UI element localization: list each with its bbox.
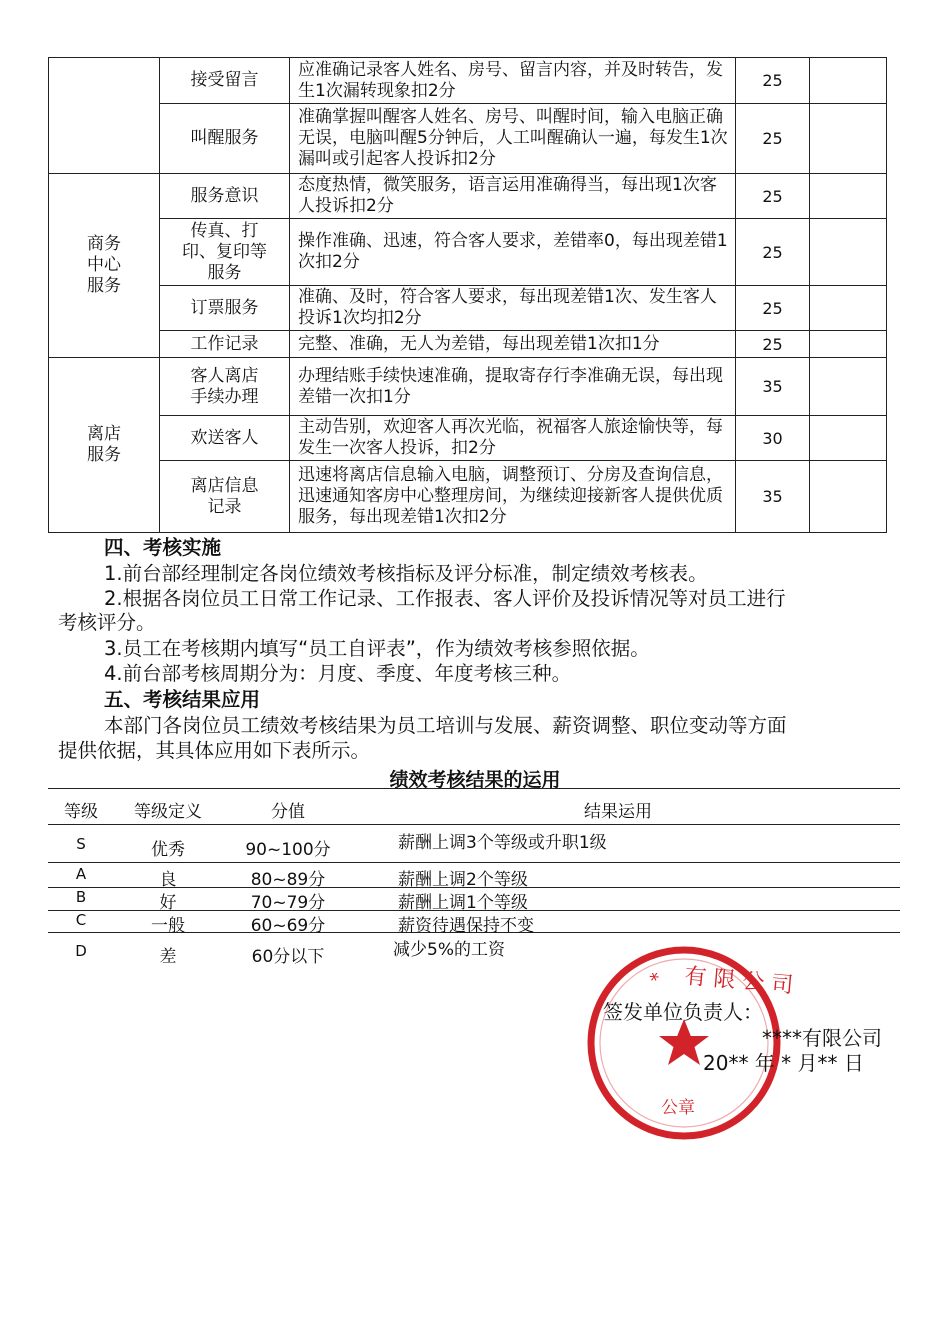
score-cell: 25 xyxy=(736,219,810,286)
item-cell: 服务意识 xyxy=(160,174,290,219)
score-cell: 25 xyxy=(736,174,810,219)
section-4-title: 四、考核实施 xyxy=(104,536,222,559)
item-cell: 接受留言 xyxy=(160,58,290,104)
score-cell: 60~69分 xyxy=(250,916,326,936)
table-row xyxy=(49,461,887,533)
paragraph: 1.前台部经理制定各岗位绩效考核指标及评分标准，制定绩效考核表。 xyxy=(104,562,708,585)
blank-cell xyxy=(810,58,887,104)
table-row xyxy=(49,358,887,416)
usage-cell: 薪酬上调3个等级或升职1级 xyxy=(398,833,607,853)
blank-cell xyxy=(810,174,887,219)
score-cell: 30 xyxy=(736,416,810,461)
standard-cell: 办理结账手续快速准确，提取寄存行李准确无误，每出现差错一次扣1分 xyxy=(290,358,736,416)
seal-char: * xyxy=(647,968,665,992)
table-row xyxy=(49,416,887,461)
group-cell: 离店 服务 xyxy=(49,358,160,533)
signer-label: 签发单位负责人： xyxy=(603,1000,763,1024)
table-row xyxy=(49,174,887,219)
score-cell: 25 xyxy=(736,58,810,104)
grade-cell: B xyxy=(75,888,87,906)
standard-cell: 准确掌握叫醒客人姓名、房号、叫醒时间，输入电脑正确无误，电脑叫醒5分钟后，人工叫醒确认一遍，每发生1次漏叫或引起客人投诉扣2分 xyxy=(290,104,736,174)
usage-cell: 薪酬上调2个等级 xyxy=(398,870,528,890)
grade-cell: C xyxy=(75,911,87,929)
item-cell: 客人离店 手续办理 xyxy=(160,358,290,416)
group-cell: 商务 中心 服务 xyxy=(49,174,160,358)
score-cell: 70~79分 xyxy=(250,893,326,913)
header-grade: 等级 xyxy=(64,802,98,822)
score-cell: 25 xyxy=(736,331,810,358)
performance-standards-table xyxy=(48,57,887,533)
score-cell: 90~100分 xyxy=(245,840,331,860)
definition-cell: 一般 xyxy=(151,916,185,936)
definition-cell: 好 xyxy=(159,893,177,913)
table-row xyxy=(49,58,887,104)
table-row xyxy=(49,331,887,358)
usage-cell: 减少5%的工资 xyxy=(393,940,505,960)
grade-cell: A xyxy=(75,865,87,883)
usage-cell: 薪资待遇保持不变 xyxy=(398,916,534,936)
blank-cell xyxy=(810,286,887,331)
table-row xyxy=(49,219,887,286)
paragraph: 4.前台部考核周期分为：月度、季度、年度考核三种。 xyxy=(104,662,572,685)
grade-cell: S xyxy=(76,835,86,853)
paragraph: 考核评分。 xyxy=(58,611,156,634)
seal-top-text: 有 限 公 司 xyxy=(683,964,795,999)
standard-cell: 应准确记录客人姓名、房号、留言内容，并及时转告，发生1次漏转现象扣2分 xyxy=(290,58,736,104)
blank-cell xyxy=(810,219,887,286)
paragraph: 3.员工在考核期内填写“员工自评表”，作为绩效考核参照依据。 xyxy=(104,637,650,660)
standard-cell: 迅速将离店信息输入电脑，调整预订、分房及查询信息，迅速通知客房中心整理房间，为继续迎接新客人提供优质服务，每出现差错1次扣2分 xyxy=(290,461,736,533)
group-cell xyxy=(49,58,160,174)
standard-cell: 完整、准确，无人为差错，每出现差错1次扣1分 xyxy=(290,331,736,358)
divider xyxy=(48,862,900,863)
score-cell: 35 xyxy=(736,461,810,533)
score-cell: 25 xyxy=(736,286,810,331)
header-usage: 结果运用 xyxy=(584,802,652,822)
company-name: ****有限公司 xyxy=(762,1026,882,1050)
score-cell: 35 xyxy=(736,358,810,416)
standard-cell: 准确、及时，符合客人要求，每出现差错1次、发生客人投诉1次均扣2分 xyxy=(290,286,736,331)
paragraph: 提供依据，其具体应用如下表所示。 xyxy=(58,739,371,762)
usage-cell: 薪酬上调1个等级 xyxy=(398,893,528,913)
section-5-title: 五、考核结果应用 xyxy=(104,688,261,711)
item-cell: 工作记录 xyxy=(160,331,290,358)
item-cell: 传真、打 印、复印等 服务 xyxy=(160,219,290,286)
standard-cell: 主动告别，欢迎客人再次光临，祝福客人旅途愉快等，每发生一次客人投诉，扣2分 xyxy=(290,416,736,461)
score-cell: 25 xyxy=(736,104,810,174)
divider xyxy=(48,824,900,825)
grade-cell: D xyxy=(75,942,87,960)
definition-cell: 良 xyxy=(159,870,177,890)
item-cell: 欢送客人 xyxy=(160,416,290,461)
paragraph: 2.根据各岗位员工日常工作记录、工作报表、客人评价及投诉情况等对员工进行 xyxy=(104,587,786,610)
score-cell: 60分以下 xyxy=(251,947,325,967)
blank-cell xyxy=(810,416,887,461)
paragraph: 本部门各岗位员工绩效考核结果为员工培训与发展、薪资调整、职位变动等方面 xyxy=(104,714,787,737)
divider xyxy=(48,788,900,789)
definition-cell: 优秀 xyxy=(151,840,185,860)
table-row xyxy=(49,104,887,174)
definition-cell: 差 xyxy=(159,947,177,967)
blank-cell xyxy=(810,358,887,416)
item-cell: 离店信息 记录 xyxy=(160,461,290,533)
score-cell: 80~89分 xyxy=(250,870,326,890)
header-score: 分值 xyxy=(271,802,305,822)
item-cell: 叫醒服务 xyxy=(160,104,290,174)
blank-cell xyxy=(810,331,887,358)
blank-cell xyxy=(810,461,887,533)
item-cell: 订票服务 xyxy=(160,286,290,331)
standard-cell: 态度热情，微笑服务，语言运用准确得当，每出现1次客人投诉扣2分 xyxy=(290,174,736,219)
result-table-title: 绩效考核结果的运用 xyxy=(389,769,561,791)
header-definition: 等级定义 xyxy=(134,802,202,822)
seal-bottom-text: 公章 xyxy=(661,1098,695,1118)
table-row xyxy=(49,286,887,331)
standard-cell: 操作准确、迅速，符合客人要求，差错率0，每出现差错1次扣2分 xyxy=(290,219,736,286)
signature-date: 20** 年 * 月** 日 xyxy=(703,1051,864,1075)
blank-cell xyxy=(810,104,887,174)
